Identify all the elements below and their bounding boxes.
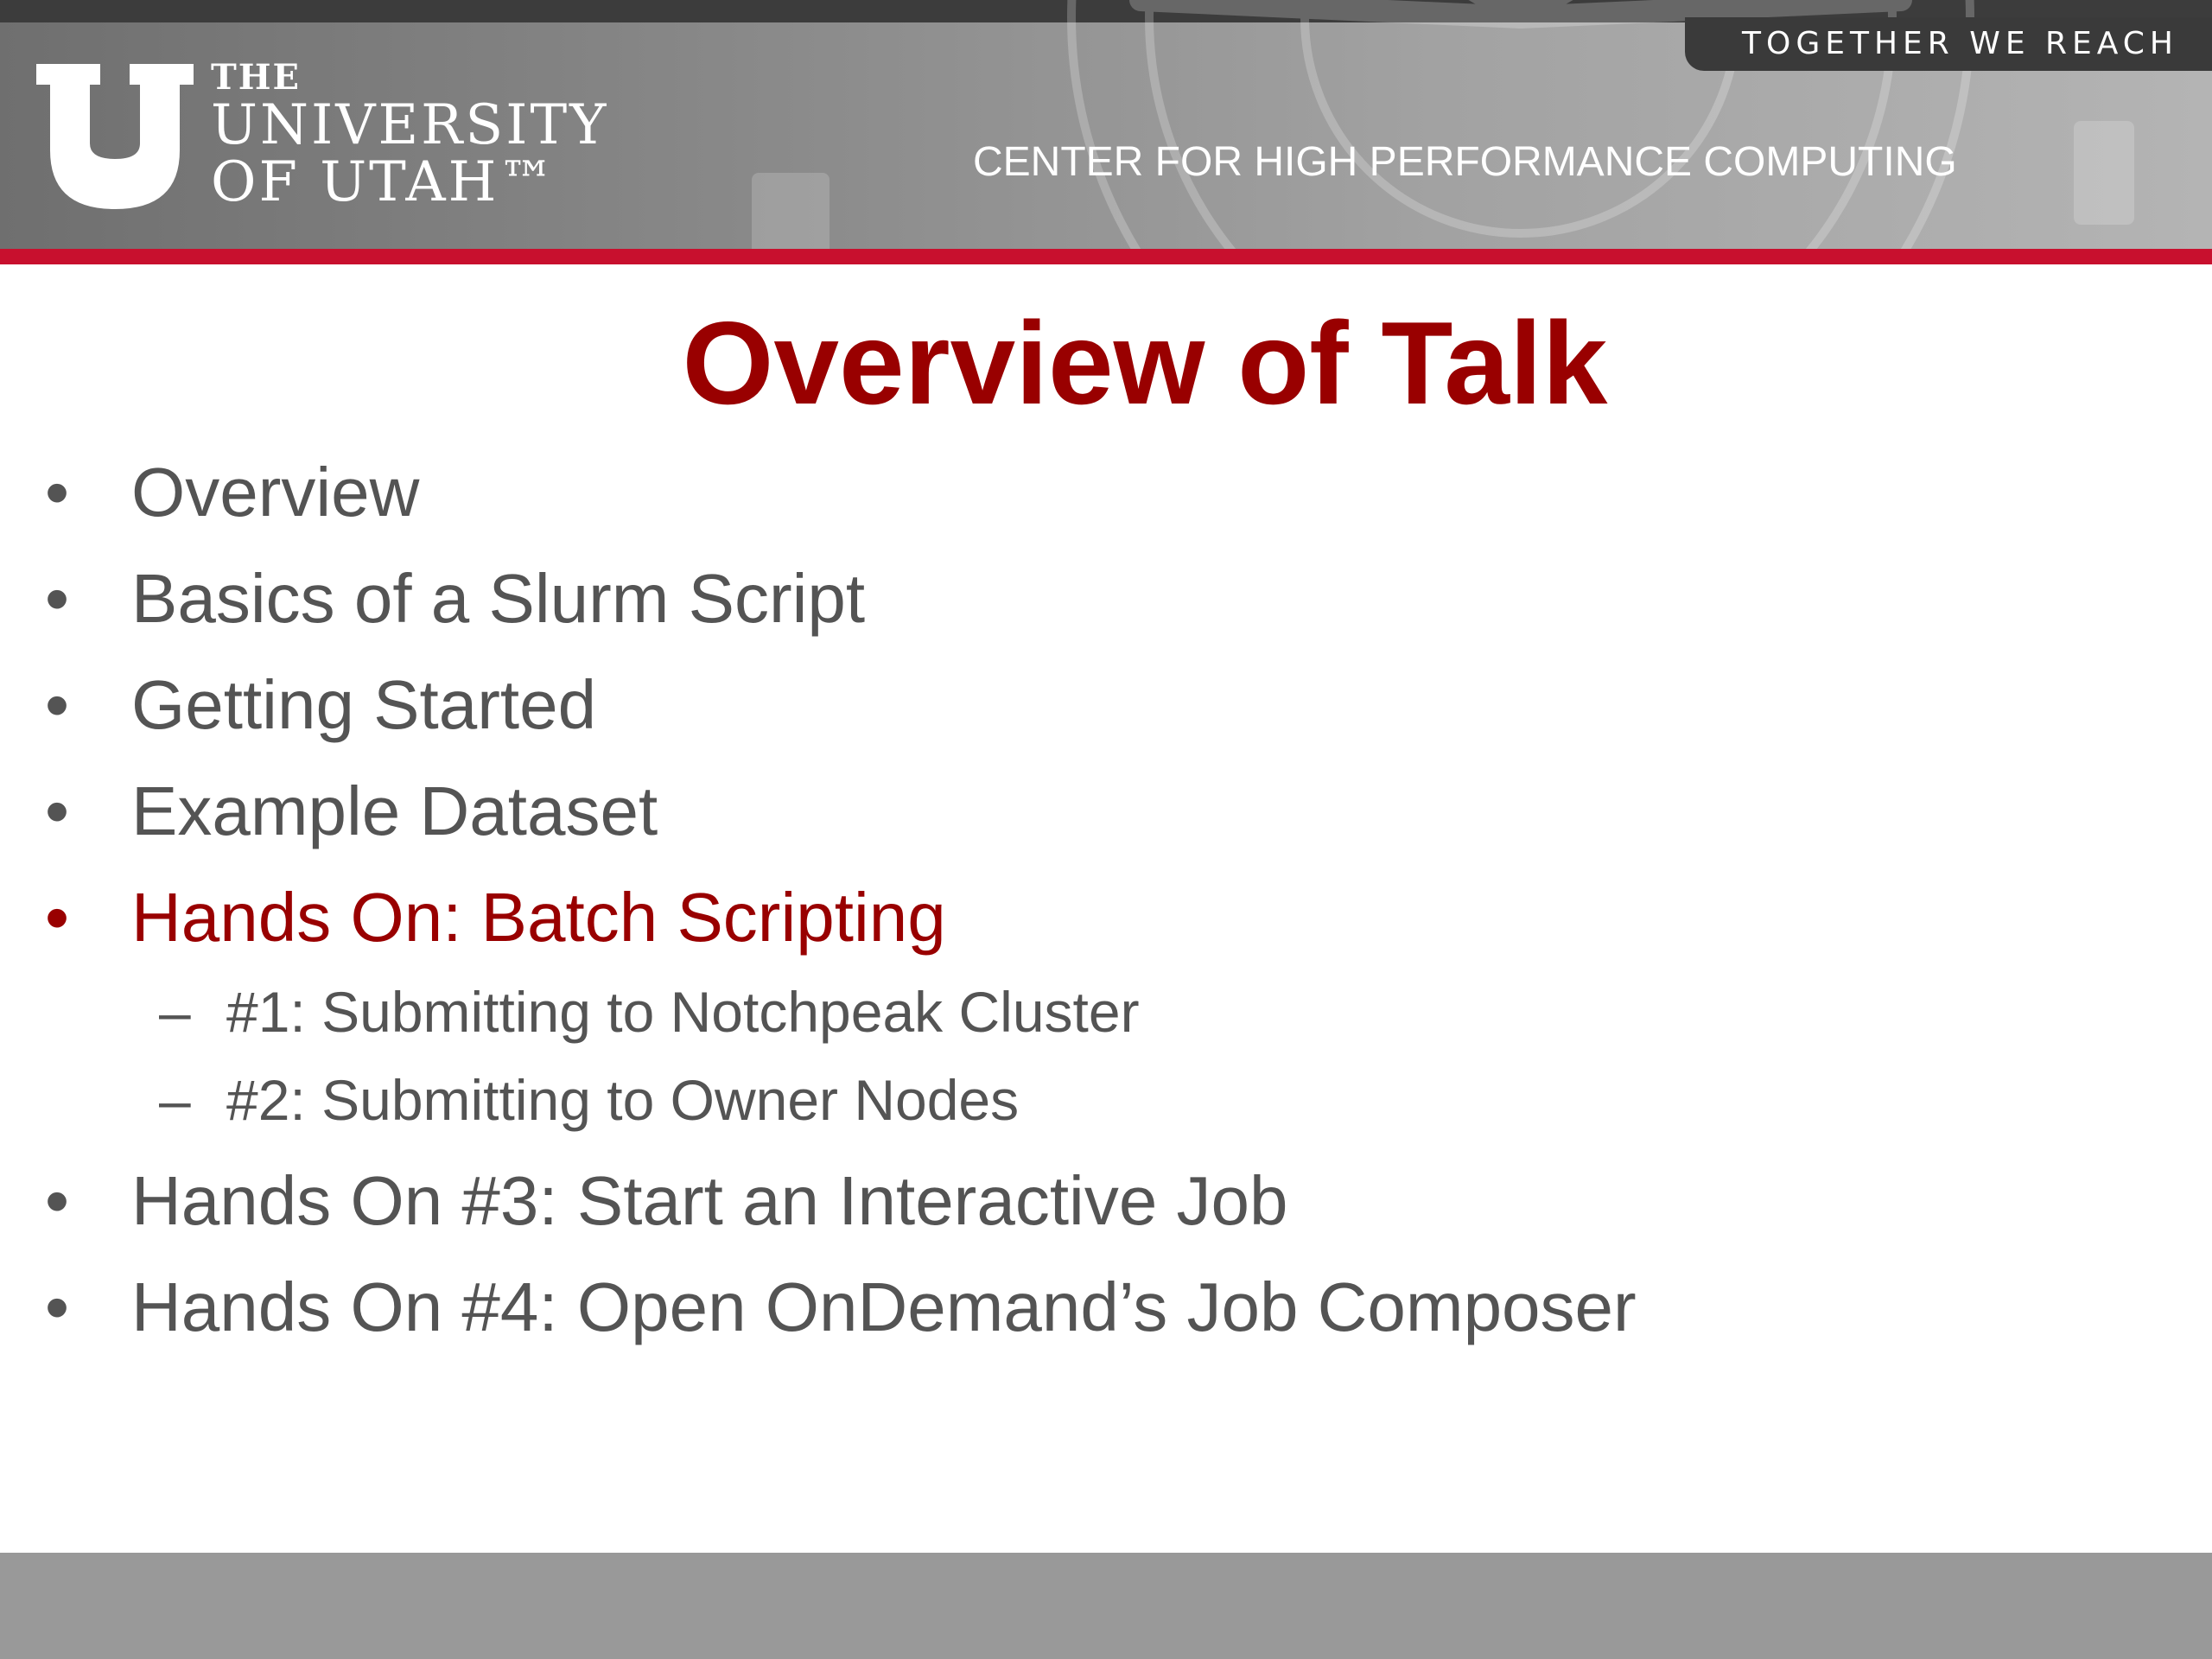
bullet-marker: •: [45, 454, 70, 531]
bullet-marker: •: [45, 560, 70, 637]
university-wordmark: [211, 57, 609, 214]
university-logo: [36, 59, 624, 214]
footer-bar: [0, 1553, 2212, 1659]
bullet-text: Basics of a Slurm Script: [131, 560, 866, 637]
red-divider: [0, 249, 2212, 264]
bullet-marker: •: [45, 772, 70, 849]
tagline-tab: TOGETHER WE REACH: [1685, 17, 2212, 71]
logo-line-the: THE: [211, 57, 302, 98]
sub-bullet-marker: –: [159, 980, 191, 1044]
slide-title: Overview of Talk: [682, 297, 1608, 429]
logo-line-of-utah: OF UTAH™: [211, 150, 557, 214]
sub-bullet-marker: –: [159, 1068, 191, 1132]
sub-bullet-text: #2: Submitting to Owner Nodes: [226, 1068, 1020, 1132]
bullet-text: Getting Started: [131, 666, 597, 743]
bullet-marker: •: [45, 1162, 70, 1239]
bullet-marker: •: [45, 1268, 70, 1345]
bullet-text: Hands On: Batch Scripting: [131, 879, 946, 956]
bullet-text: Example Dataset: [131, 772, 658, 849]
department-title: CENTER FOR HIGH PERFORMANCE COMPUTING: [973, 139, 1957, 185]
bullet-text: Overview: [131, 454, 420, 531]
sub-bullet-text: #1: Submitting to Notchpeak Cluster: [226, 980, 1140, 1044]
bullet-marker: •: [45, 879, 70, 956]
logo-line-university: UNIVERSITY: [211, 93, 609, 157]
bullet-marker: •: [45, 666, 70, 743]
bullet-text: Hands On #3: Start an Interactive Job: [131, 1162, 1288, 1239]
bullet-text: Hands On #4: Open OnDemand’s Job Composer: [131, 1268, 1637, 1345]
block-u-logo-icon: [36, 64, 194, 209]
